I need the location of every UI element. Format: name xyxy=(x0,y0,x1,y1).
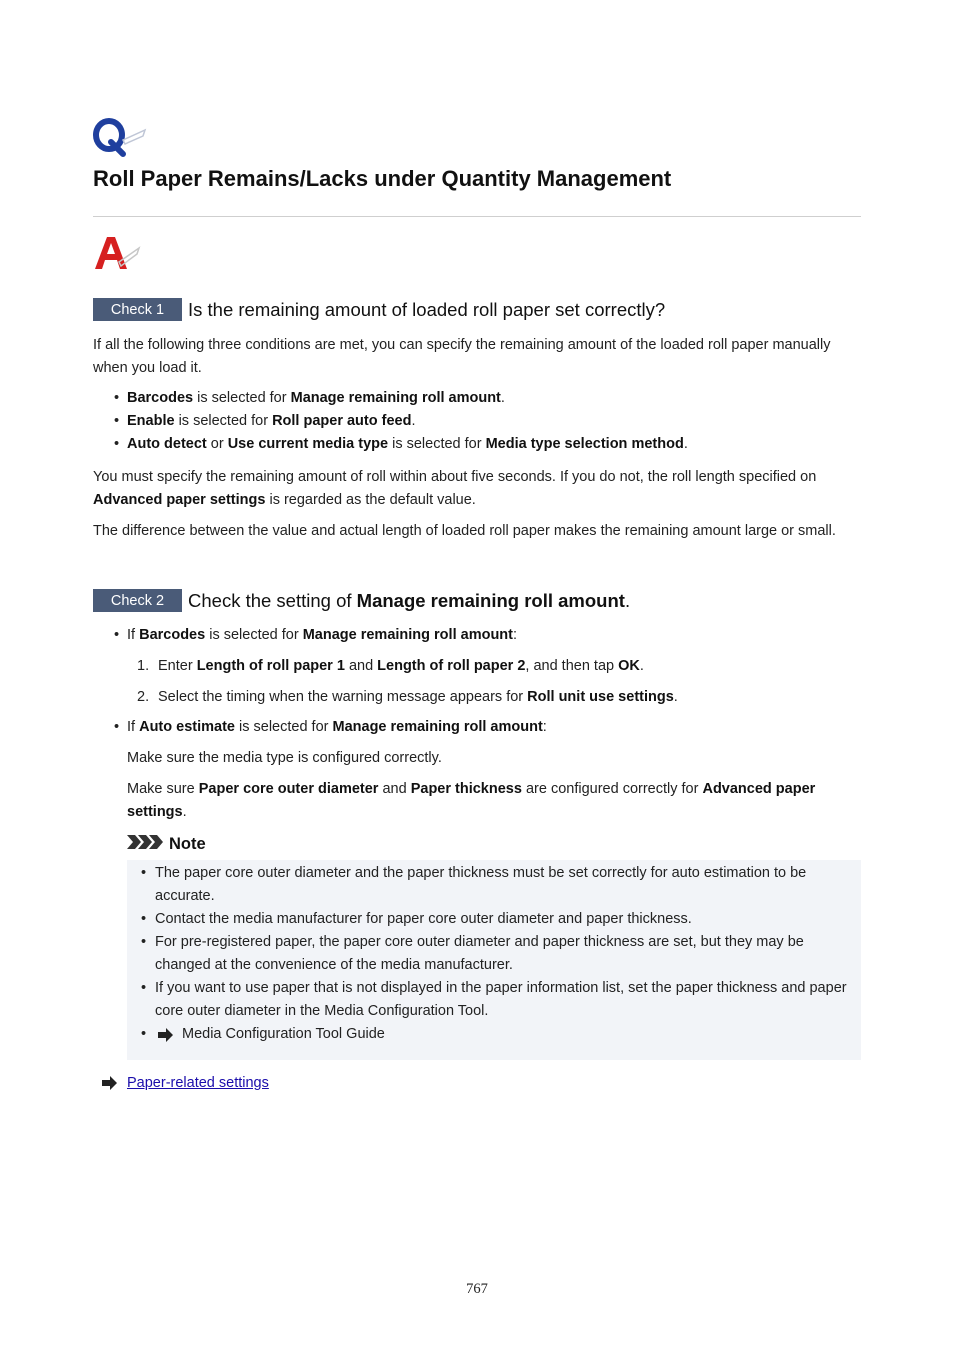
check2-heading: Check the setting of Manage remaining roll amount. xyxy=(188,589,631,611)
note-reference: • Media Configuration Tool Guide xyxy=(127,1023,852,1046)
page-number: 767 xyxy=(466,1281,488,1297)
list-item: • If you want to use paper that is not displayed in the paper information list, set the paper thickness and paper core outer diameter in the Media Configuration Tool. xyxy=(127,977,852,1023)
check2-case2-p1: Make sure the media type is configured correctly. xyxy=(127,750,442,766)
list-item: 2. Select the timing when the warning message appears for Roll unit use settings. xyxy=(137,689,678,705)
check1-intro: If all the following three conditions are met, you can specify the remaining amount of the loaded roll paper manually when you load it. xyxy=(93,337,831,376)
check2-case2 xyxy=(93,716,861,739)
list-item: • If Auto estimate is selected for Manage remaining roll amount: xyxy=(93,716,861,739)
arrow-right-icon xyxy=(102,1076,118,1094)
list-item: • The paper core outer diameter and the paper thickness must be set correctly for auto estimation to be accurate. xyxy=(127,862,852,908)
arrow-right-icon xyxy=(158,1027,174,1050)
check2-step1 xyxy=(93,655,861,678)
list-item: • Auto detect or Use current media type is selected for Media type selection method. xyxy=(93,433,861,456)
note-list xyxy=(127,862,852,1046)
list-item: • If Barcodes is selected for Manage remaining roll amount: xyxy=(93,624,861,647)
check2-case2-p2: Make sure Paper core outer diameter and Paper thickness are configured correctly for Advanced paper settings. xyxy=(127,781,816,820)
note-header xyxy=(127,834,206,854)
list-item: • Enable is selected for Roll paper auto feed. xyxy=(93,410,861,433)
check1-para3: The difference between the value and actual length of loaded roll paper makes the remaining amount large or small. xyxy=(93,523,836,539)
check1-para2: You must specify the remaining amount of roll within about five seconds. If you do not, the roll length specified on Advanced paper settings is regarded as the default value. xyxy=(93,469,817,508)
check2-badge: Check 2 xyxy=(93,589,182,612)
check1-conditions xyxy=(93,387,861,456)
list-item: • Barcodes is selected for Manage remaining roll amount. xyxy=(93,387,861,410)
title-divider xyxy=(93,216,861,217)
check2-case1 xyxy=(93,624,861,647)
page-title: Roll Paper Remains/Lacks under Quantity Management xyxy=(93,166,672,191)
check2-header xyxy=(93,589,630,612)
list-item: • Contact the media manufacturer for paper core outer diameter and paper thickness. xyxy=(127,908,852,931)
check1-header xyxy=(93,298,665,321)
note-chevrons-icon xyxy=(127,834,165,854)
list-item: • For pre-registered paper, the paper core outer diameter and paper thickness are set, but they may be changed at the convenience of the media manufacturer. xyxy=(127,931,852,977)
q-icon xyxy=(93,118,147,162)
note-label: Note xyxy=(169,834,206,853)
related-link-row xyxy=(102,1072,870,1095)
paper-related-settings-link[interactable]: Paper-related settings xyxy=(127,1075,269,1091)
check1-heading: Is the remaining amount of loaded roll paper set correctly? xyxy=(188,298,666,320)
list-item: 1. Enter Length of roll paper 1 and Length of roll paper 2, and then tap OK. xyxy=(137,658,644,674)
check2-step2 xyxy=(93,686,861,709)
check1-badge: Check 1 xyxy=(93,298,182,321)
a-icon xyxy=(93,234,141,276)
